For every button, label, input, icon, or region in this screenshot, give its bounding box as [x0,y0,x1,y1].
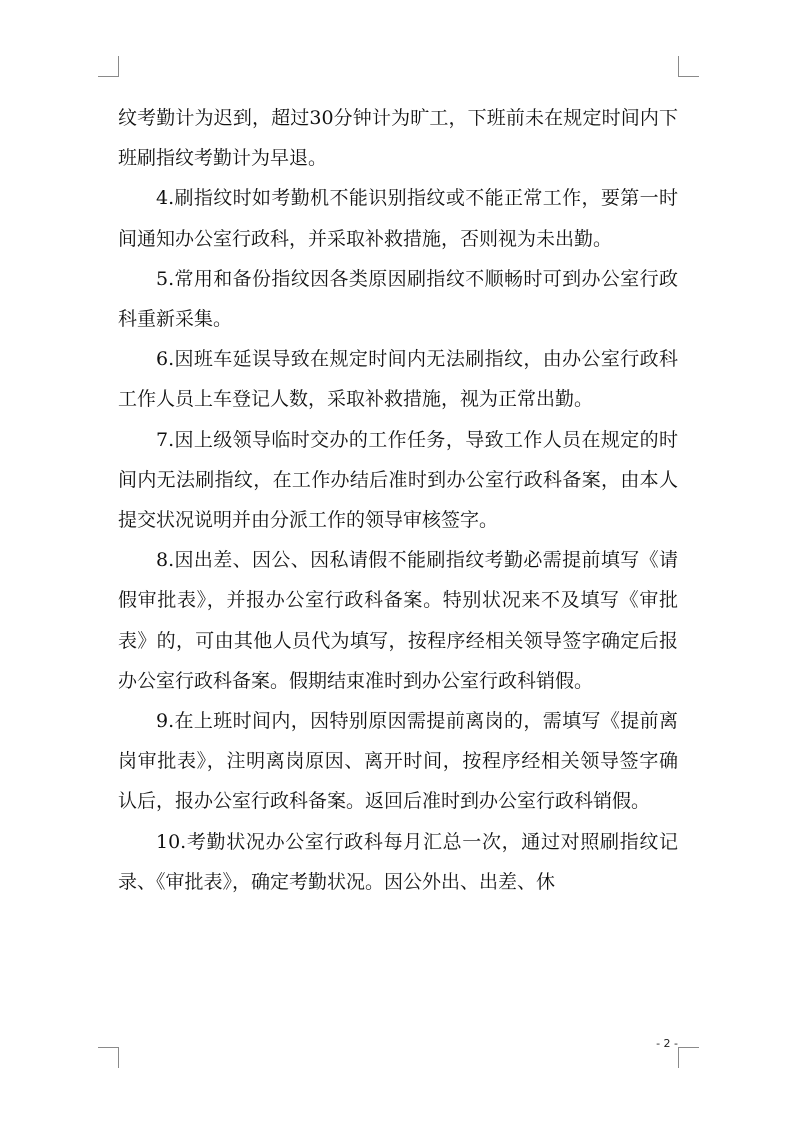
paragraph-item-4: 4.刷指纹时如考勤机不能识别指纹或不能正常工作，要第一时间通知办公室行政科，并采取补救措施，否则视为未出勤。 [118,187,678,250]
paragraph-item-5: 5.常用和备份指纹因各类原因刷指纹不顺畅时可到办公室行政科重新采集。 [118,267,678,331]
document-body [118,98,678,902]
paragraph-item-7: 7.因上级领导临时交办的工作任务，导致工作人员在规定的时间内无法刷指纹，在工作办结后准时到办公室行政科备案，由本人提交状况说明并由分派工作的领导审核签字。 [118,428,678,532]
paragraph-item-6: 6.因班车延误导致在规定时间内无法刷指纹，由办公室行政科工作人员上车登记人数，采取补救措施，视为正常出勤。 [118,348,678,411]
paragraph-continuation: 纹考勤计为迟到，超过30分钟计为旷工，下班前未在规定时间内下班刷指纹考勤计为早退。 [118,107,678,170]
paragraph-item-8: 8.因出差、因公、因私请假不能刷指纹考勤必需提前填写《请假审批表》，并报办公室行政科备案。特别状况来不及填写《审批表》的，可由其他人员代为填写，按程序经相关领导签字确定后报办公室行政科备案。假期结束准时到办公室行政科销假。 [118,549,678,692]
crop-mark-bottom-left [98,1047,119,1068]
crop-mark-top-left [98,56,119,77]
page-number: - 2 - [656,1037,678,1050]
crop-mark-bottom-right [678,1047,699,1068]
paragraph-item-9: 9.在上班时间内，因特别原因需提前离岗的，需填写《提前离岗审批表》，注明离岗原因、离开时间，按程序经相关领导签字确认后，报办公室行政科备案。返回后准时到办公室行政科销假。 [118,710,678,813]
crop-mark-top-right [678,56,699,77]
paragraph-item-10: 10.考勤状况办公室行政科每月汇总一次，通过对照刷指纹记录、《审批表》，确定考勤状况。因公外出、出差、休 [118,830,678,893]
